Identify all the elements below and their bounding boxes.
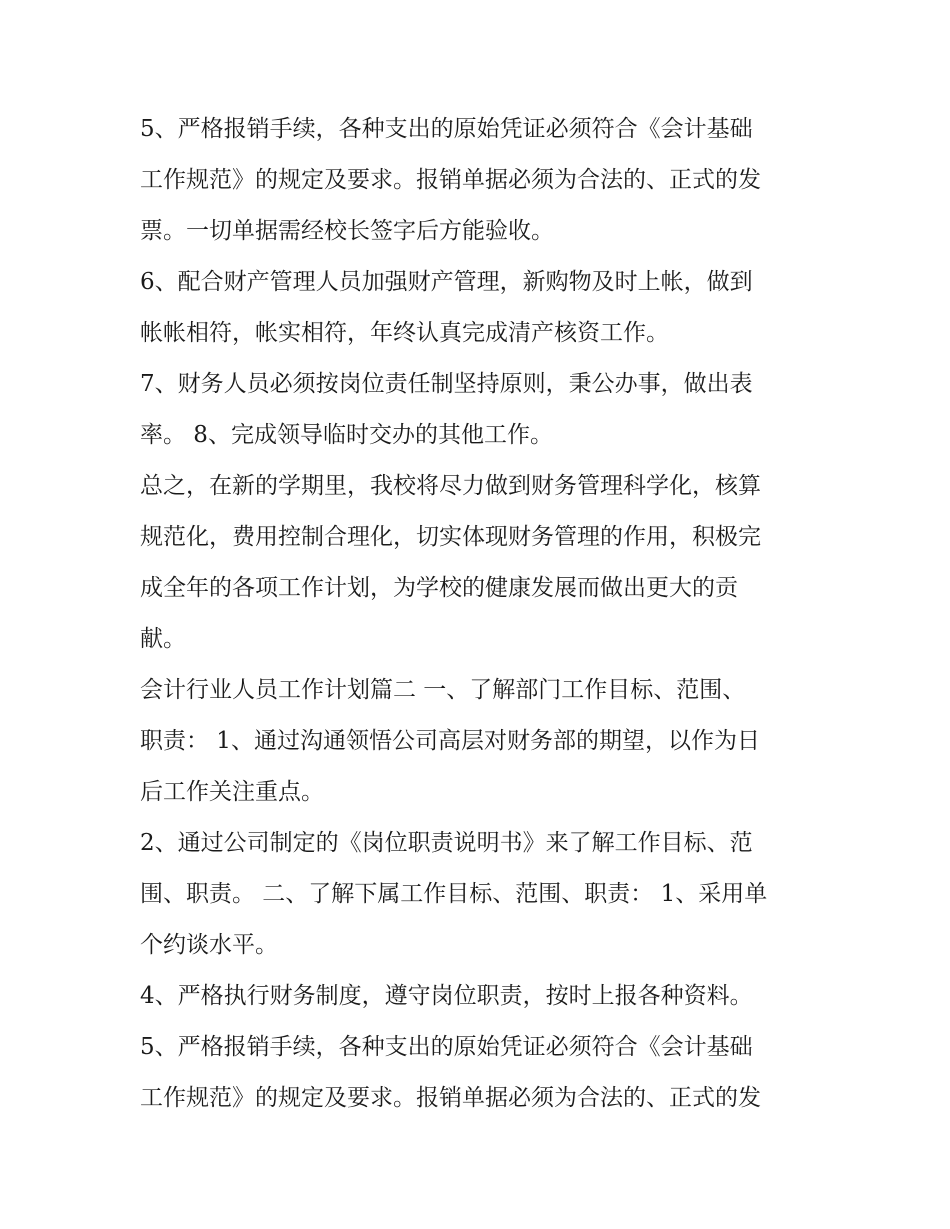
paragraph-reimbursement <box>140 104 820 257</box>
paragraph-plan-two-heading <box>140 665 820 818</box>
text-line: 会计行业人员工作计划篇二 一、了解部门工作目标、范围、 <box>140 677 746 703</box>
document-body <box>140 104 820 1124</box>
text-line: 围、职责。 二、了解下属工作目标、范围、职责： 1、采用单 <box>140 881 768 907</box>
paragraph-summary <box>140 461 820 665</box>
paragraph-staff-principles <box>140 359 820 461</box>
text-line: 工作规范》的规定及要求。报销单据必须为合法的、正式的发 <box>140 1085 761 1111</box>
paragraph-property-management <box>140 257 820 359</box>
text-line: 成全年的各项工作计划，为学校的健康发展而做出更大的贡 <box>140 575 738 601</box>
text-line: 规范化，费用控制合理化，切实体现财务管理的作用，积极完 <box>140 524 761 550</box>
paragraph-financial-rules <box>140 971 820 1022</box>
text-line: 献。 <box>140 626 186 652</box>
text-line: 4、严格执行财务制度，遵守岗位职责，按时上报各种资料。 <box>140 983 753 1009</box>
text-line: 7、财务人员必须按岗位责任制坚持原则，秉公办事，做出表 <box>140 371 753 397</box>
paragraph-job-description <box>140 818 820 971</box>
text-line: 6、配合财产管理人员加强财产管理，新购物及时上帐，做到 <box>140 269 753 295</box>
text-line: 职责： 1、通过沟通领悟公司高层对财务部的期望，以作为日 <box>140 728 760 754</box>
text-line: 5、严格报销手续，各种支出的原始凭证必须符合《会计基础 <box>140 1034 753 1060</box>
text-line: 总之，在新的学期里，我校将尽力做到财务管理科学化，核算 <box>140 473 761 499</box>
text-line: 5、严格报销手续，各种支出的原始凭证必须符合《会计基础 <box>140 116 753 142</box>
text-line: 票。一切单据需经校长签字后方能验收。 <box>140 218 554 244</box>
text-line: 工作规范》的规定及要求。报销单据必须为合法的、正式的发 <box>140 167 761 193</box>
text-line: 后工作关注重点。 <box>140 779 324 805</box>
paragraph-reimbursement-repeat <box>140 1022 820 1124</box>
text-line: 率。 8、完成领导临时交办的其他工作。 <box>140 422 553 448</box>
text-line: 个约谈水平。 <box>140 932 278 958</box>
text-line: 2、通过公司制定的《岗位职责说明书》来了解工作目标、范 <box>140 830 753 856</box>
text-line: 帐帐相符，帐实相符，年终认真完成清产核资工作。 <box>140 320 669 346</box>
